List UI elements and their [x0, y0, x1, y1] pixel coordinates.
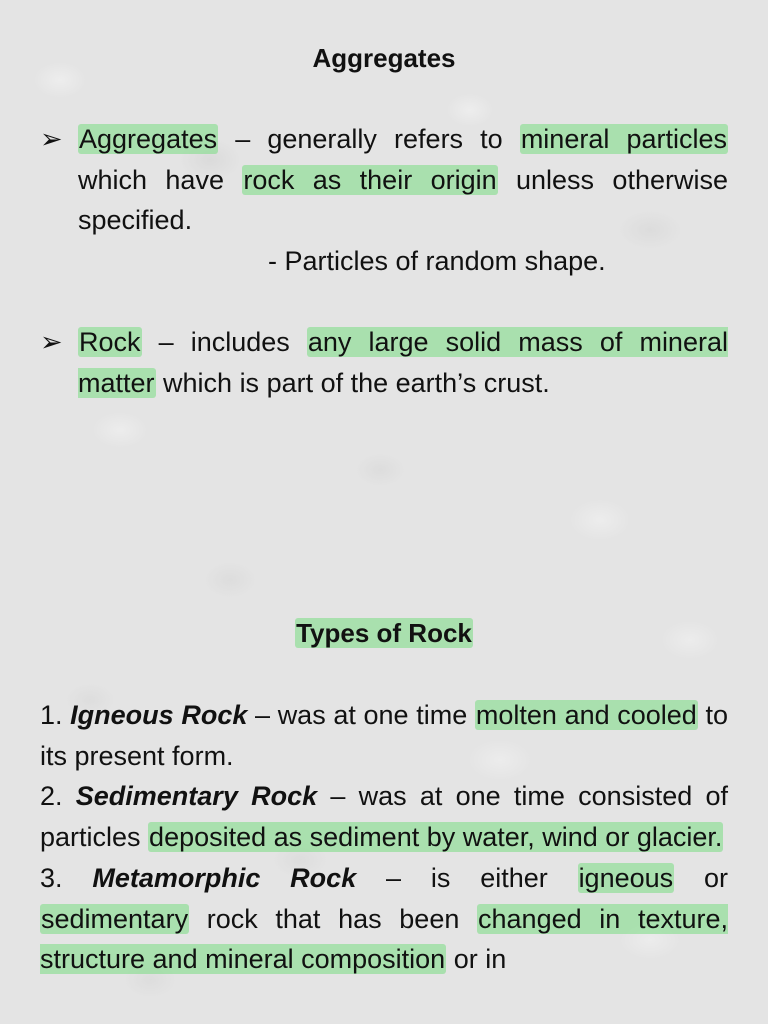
highlighted-text: deposited as sediment by water, wind or glacier.	[149, 822, 723, 853]
rock-term: Igneous Rock	[70, 700, 248, 730]
dash: –	[141, 326, 191, 357]
rock-term: Metamorphic Rock	[92, 862, 357, 893]
arrow-bullet-icon: ➢	[40, 326, 63, 357]
section-title-text: Types of Rock	[296, 618, 472, 648]
text-segment: includes	[190, 326, 307, 357]
text-segment: is either	[430, 862, 578, 893]
text-segment: which have	[78, 164, 243, 195]
highlighted-text: molten and cooled	[475, 700, 697, 730]
text-segment: which is part of the earth’s crust.	[155, 367, 550, 398]
arrow-bullet-icon: ➢	[40, 124, 63, 154]
text-segment: was at one time consisted of particles	[40, 781, 728, 853]
highlighted-term: Rock	[79, 326, 141, 357]
highlighted-text: mineral particles	[520, 124, 727, 154]
dash: –	[356, 862, 431, 893]
text-segment: or	[674, 862, 728, 893]
sub-note: - Particles of random shape.	[268, 246, 606, 277]
list-item-igneous	[40, 695, 728, 776]
list-item-metamorphic	[40, 858, 728, 980]
bullet-text	[78, 119, 728, 282]
definition-list	[40, 119, 728, 443]
rock-term: Sedimentary Rock	[75, 781, 318, 812]
highlighted-text: sedimentary	[41, 903, 189, 934]
highlighted-term: Aggregates	[79, 124, 218, 154]
item-number: 1.	[40, 700, 71, 730]
section-title-types-of-rock	[0, 616, 768, 650]
bullet-text	[78, 322, 728, 403]
section-title-text: Aggregates	[312, 43, 456, 73]
dash: –	[218, 124, 268, 154]
text-segment: generally refers to	[267, 124, 520, 154]
highlighted-text: rock as their origin	[243, 164, 497, 195]
item-number: 2.	[40, 781, 76, 812]
dash: –	[247, 700, 278, 730]
text-segment: unless otherwise specified.	[78, 164, 728, 236]
rock-types-list	[40, 695, 728, 980]
highlighted-text: any large solid mass of mineral matter	[78, 326, 728, 398]
bullet-item-rock	[40, 322, 728, 403]
section-title-aggregates	[0, 41, 768, 75]
highlighted-text: changed in texture, structure and mineral composition	[40, 903, 728, 975]
text-segment: was at one time	[277, 700, 475, 730]
dash: –	[317, 781, 359, 812]
list-item-sedimentary	[40, 776, 728, 857]
item-number: 3.	[40, 862, 93, 893]
highlighted-text: igneous	[578, 862, 674, 893]
text-segment: rock that has been	[189, 903, 478, 934]
text-segment: to its present form.	[40, 700, 728, 771]
text-segment: or in	[446, 944, 507, 975]
bullet-item-aggregates	[40, 119, 728, 282]
